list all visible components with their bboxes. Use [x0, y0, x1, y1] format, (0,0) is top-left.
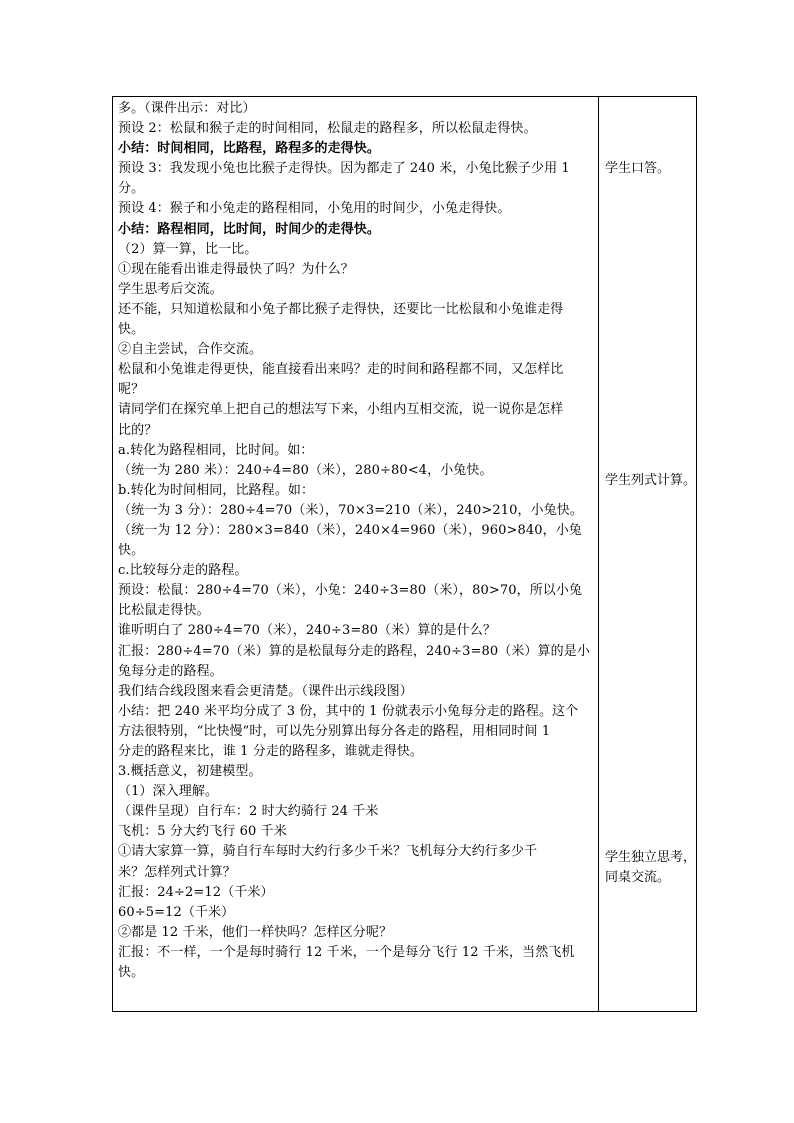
text-line: 预设 3：我发现小兔也比猴子走得快。因为都走了 240 米，小兔比猴子少用 1	[118, 161, 570, 177]
teaching-process-cell	[113, 97, 599, 1012]
text-line: 汇报：24÷2=12（千米）	[118, 884, 274, 900]
text-line: （1）深入理解。	[118, 784, 219, 800]
text-line: ①请大家算一算，骑自行车每时大约行多少千米？飞机每分大约行多少千	[118, 844, 538, 860]
text-line: 多。（课件出示：对比）	[118, 101, 256, 116]
text-line: （统一为 12 分）：280×3=840（米），240×4=960（米），960>840，小兔	[118, 522, 582, 538]
text-line: 我们结合线段图来看会更清楚。（课件出示线段图）	[118, 683, 413, 699]
text-line: 快。	[118, 543, 145, 559]
table-row	[113, 97, 697, 1012]
text-line: 汇报：不一样，一个是每时骑行 12 千米，一个是每分飞行 12 千米，当然飞机	[118, 944, 575, 960]
text-line: （课件呈现）自行车：2 时大约骑行 24 千米	[118, 804, 379, 820]
text-line: （2）算一算，比一比。	[118, 241, 258, 257]
text-line: 分走的路程来比，谁 1 分走的路程多，谁就走得快。	[118, 744, 424, 759]
text-line: 米？怎样列式计算？	[118, 864, 236, 880]
text-line: a.转化为路程相同，比时间。如：	[118, 442, 314, 458]
text-line: 汇报：280÷4=70（米）算的是松鼠每分走的路程，240÷3=80（米）算的是小	[118, 643, 590, 659]
text-line: 比的？	[118, 422, 158, 438]
text-line: b.转化为时间相同，比路程。如：	[118, 482, 315, 498]
note-text: 同桌交流。	[605, 870, 671, 886]
lesson-plan-table	[112, 96, 697, 1012]
text-line: 快。	[118, 322, 145, 338]
text-line: c.比较每分走的路程。	[118, 563, 248, 579]
text-line: 松鼠和小兔谁走得更快，能直接看出来吗？走的时间和路程都不同，又怎样比	[118, 362, 564, 378]
student-note-calculation	[605, 471, 696, 491]
text-line: 分。	[118, 181, 145, 197]
text-line: ①现在能看出谁走得最快了吗？为什么？	[118, 261, 354, 277]
text-line: 请同学们在探究单上把自己的想法写下来，小组内互相交流，说一说你是怎样	[118, 402, 564, 418]
text-line: 60÷5=12（千米）	[118, 904, 235, 920]
text-line: （统一为 280 米）：240÷4=80（米），280÷80<4，小兔快。	[118, 462, 493, 478]
text-line: 还不能，只知道松鼠和小兔子都比猴子走得快，还要比一比松鼠和小兔谁走得	[118, 301, 564, 317]
text-line: ②自主尝试，合作交流。	[118, 342, 263, 358]
text-line: 兔每分走的路程。	[118, 663, 223, 679]
student-activity-cell	[599, 97, 697, 1012]
text-line: 3.概括意义，初建模型。	[118, 764, 262, 780]
text-line: 预设 2：松鼠和猴子走的时间相同，松鼠走的路程多，所以松鼠走得快。	[118, 121, 537, 137]
text-line: 学生思考后交流。	[118, 281, 223, 297]
text-line: 比松鼠走得快。	[118, 603, 210, 619]
text-line: 预设：松鼠：280÷4=70（米），小兔：240÷3=80（米），80>70，所以小兔	[118, 583, 583, 599]
text-line: 方法很特别，“比快慢”时，可以先分别算出每分各走的路程，用相同时间 1	[118, 723, 551, 739]
student-note-oral-answer	[605, 159, 670, 179]
text-line: 飞机：5 分大约飞行 60 千米	[118, 824, 287, 840]
note-text: 学生独立思考，	[605, 850, 697, 865]
note-text: 学生列式计算。	[605, 473, 697, 488]
text-line: 预设 4：猴子和小兔走的路程相同，小兔用的时间少，小兔走得快。	[118, 201, 511, 217]
summary-line: 小结：时间相同，比路程，路程多的走得快。	[118, 141, 381, 157]
note-text: 学生口答。	[605, 161, 671, 176]
summary-line: 小结：路程相同，比时间，时间少的走得快。	[118, 221, 381, 237]
text-line: 小结：把 240 米平均分成了 3 份，其中的 1 份就表示小兔每分走的路程。这个	[118, 703, 579, 719]
text-line: 呢？	[118, 382, 145, 398]
text-line: ②都是 12 千米，他们一样快吗？怎样区分呢？	[118, 924, 393, 940]
student-note-discussion	[605, 848, 696, 888]
teaching-process-text	[113, 97, 598, 983]
text-line: 快。	[118, 965, 145, 981]
text-line: 谁听明白了 280÷4=70（米），240÷3=80（米）算的是什么？	[118, 623, 496, 639]
text-line: （统一为 3 分）：280÷4=70（米），70×3=210（米），240>210，小兔快。	[118, 502, 583, 518]
